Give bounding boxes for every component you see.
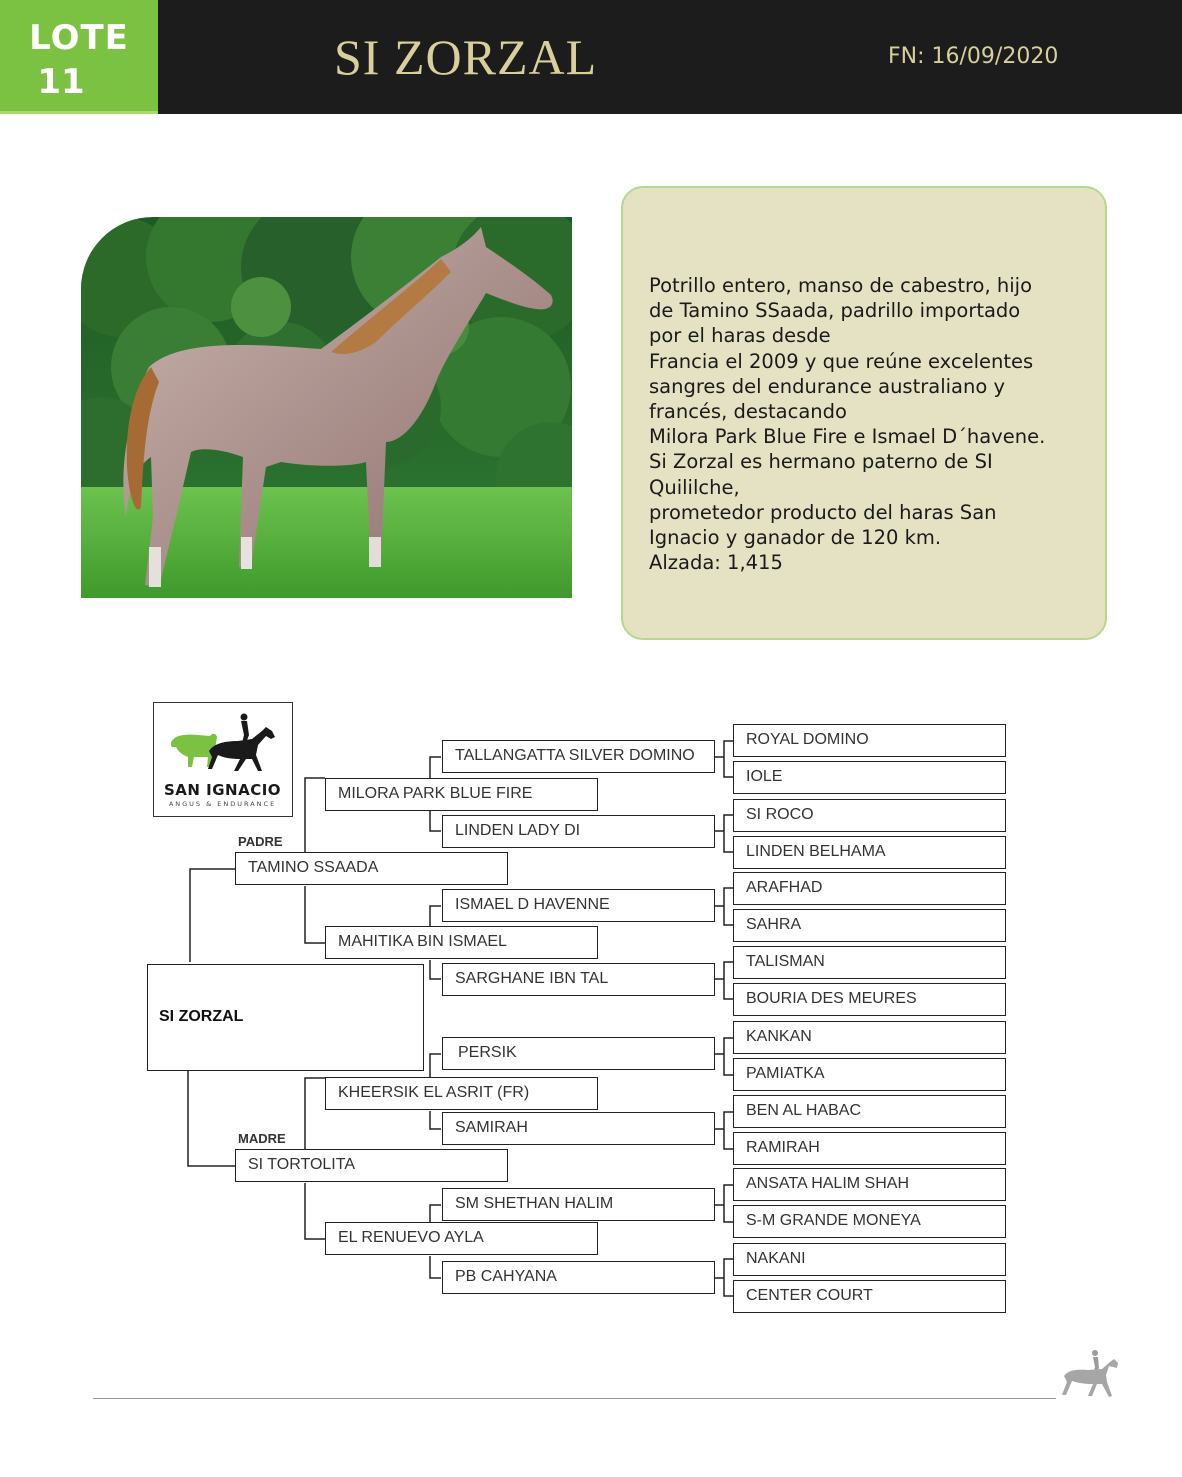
- lote-number: 11: [37, 62, 85, 102]
- lote-label: LOTE: [29, 18, 129, 58]
- description-line: prometedor producto del haras San: [649, 500, 997, 524]
- pedigree-gg-grandparent: CENTER COURT: [733, 1280, 1006, 1313]
- pedigree-gg-grandparent: NAKANI: [733, 1243, 1006, 1276]
- pedigree-grandparent: EL RENUEVO AYLA: [325, 1222, 598, 1255]
- pedigree-great-grandparent: PB CAHYANA: [442, 1261, 715, 1294]
- description-line: Francia el 2009 y que reúne excelentes: [649, 349, 1034, 373]
- description-line: Si Zorzal es hermano paterno de SI: [649, 450, 993, 474]
- subject-name: SI ZORZAL: [159, 1008, 244, 1025]
- pedigree-gg-grandparent: S-M GRANDE MONEYA: [733, 1205, 1006, 1238]
- pedigree-gg-grandparent: ARAFHAD: [733, 872, 1006, 905]
- padre-label: PADRE: [238, 834, 283, 849]
- pedigree-grandparent: MILORA PARK BLUE FIRE: [325, 778, 598, 811]
- description-line: sangres del endurance australiano y: [649, 374, 1006, 398]
- pedigree-great-grandparent: SARGHANE IBN TAL: [442, 963, 715, 996]
- pedigree-great-grandparent: SM SHETHAN HALIM: [442, 1188, 715, 1221]
- pedigree-gg-grandparent: ANSATA HALIM SHAH: [733, 1168, 1006, 1201]
- pedigree-gg-grandparent: BOURIA DES MEURES: [733, 983, 1006, 1016]
- logo-tagline: ANGUS & ENDURANCE: [168, 800, 277, 808]
- pedigree-great-grandparent: SAMIRAH: [442, 1112, 715, 1145]
- description-line: francés, destacando: [649, 400, 847, 424]
- description-line: por el haras desde: [649, 324, 831, 348]
- pedigree-gg-grandparent: LINDEN BELHAMA: [733, 836, 1006, 869]
- pedigree-grandparent: MAHITIKA BIN ISMAEL: [325, 926, 598, 959]
- pedigree-great-grandparent: TALLANGATTA SILVER DOMINO: [442, 740, 715, 773]
- pedigree-gg-grandparent: ROYAL DOMINO: [733, 724, 1006, 757]
- pedigree-gg-grandparent: IOLE: [733, 761, 1006, 794]
- pedigree-great-grandparent: LINDEN LADY DI: [442, 815, 715, 848]
- pedigree-great-grandparent: PERSIK: [442, 1037, 715, 1070]
- description-line: Quililche,: [649, 475, 740, 499]
- pedigree-sire: TAMINO SSAADA: [235, 852, 508, 885]
- birth-date: FN: 16/09/2020: [888, 44, 1059, 69]
- horse-rider-icon: [1060, 1348, 1120, 1407]
- pedigree-gg-grandparent: KANKAN: [733, 1021, 1006, 1054]
- pedigree-grandparent: KHEERSIK EL ASRIT (FR): [325, 1077, 598, 1110]
- description-line: Ignacio y ganador de 120 km.: [649, 526, 942, 550]
- pedigree-gg-grandparent: BEN AL HABAC: [733, 1095, 1006, 1128]
- pedigree-gg-grandparent: TALISMAN: [733, 946, 1006, 979]
- pedigree-gg-grandparent: SAHRA: [733, 909, 1006, 942]
- footer-divider: [93, 1398, 1056, 1399]
- logo-name: SAN IGNACIO: [163, 781, 282, 799]
- pedigree-gg-grandparent: PAMIATKA: [733, 1058, 1006, 1091]
- pedigree-gg-grandparent: SI ROCO: [733, 799, 1006, 832]
- horse-name-title: SI ZORZAL: [334, 29, 598, 85]
- madre-label: MADRE: [238, 1131, 286, 1146]
- description-line: de Tamino SSaada, padrillo importado: [649, 299, 1021, 323]
- pedigree-great-grandparent: ISMAEL D HAVENNE: [442, 889, 715, 922]
- description-line: Alzada: 1,415: [649, 551, 783, 575]
- pedigree-dam: SI TORTOLITA: [235, 1149, 508, 1182]
- pedigree-gg-grandparent: RAMIRAH: [733, 1132, 1006, 1165]
- description-line: Potrillo entero, manso de cabestro, hijo: [649, 274, 1033, 297]
- pedigree-subject: [147, 964, 424, 1071]
- description-line: Milora Park Blue Fire e Ismael D´havene.: [649, 425, 1046, 449]
